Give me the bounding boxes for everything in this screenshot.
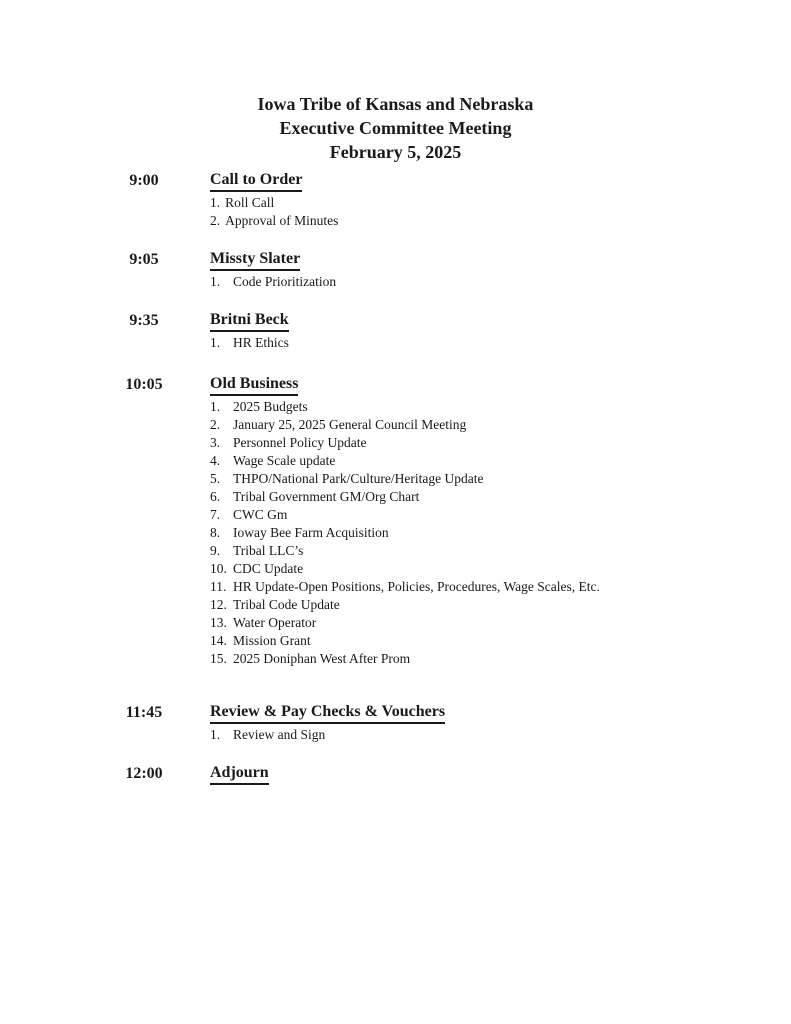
agenda-item: [210, 506, 761, 524]
title-line-meeting: Executive Committee Meeting: [279, 118, 512, 138]
item-number: 5.: [210, 471, 221, 486]
item-number: 10.: [210, 561, 227, 576]
section-time: 9:00: [129, 172, 159, 189]
agenda-section: [0, 374, 791, 668]
item-label: Roll Call: [225, 195, 275, 210]
agenda-item: [210, 614, 761, 632]
item-label: Tribal Code Update: [233, 597, 340, 612]
item-number: 9.: [210, 543, 221, 558]
item-label: HR Ethics: [233, 335, 289, 350]
item-label: 2025 Doniphan West After Prom: [233, 651, 411, 666]
agenda-section: [0, 763, 791, 787]
item-label: Wage Scale update: [233, 453, 336, 468]
item-label: Mission Grant: [233, 633, 311, 648]
item-number: 6.: [210, 489, 221, 504]
item-number: 7.: [210, 507, 221, 522]
item-label: CWC Gm: [233, 507, 288, 522]
item-number: 2.: [210, 213, 221, 228]
section-heading: Adjourn: [210, 763, 269, 785]
item-number: 1.: [210, 195, 221, 210]
item-number: 15.: [210, 651, 227, 666]
item-label: Ioway Bee Farm Acquisition: [233, 525, 389, 540]
agenda-section: [0, 170, 791, 230]
section-time: 11:45: [125, 704, 163, 721]
item-label: Tribal LLC’s: [233, 543, 304, 558]
agenda-item: [210, 632, 761, 650]
item-number: 13.: [210, 615, 227, 630]
item-label: Review and Sign: [233, 727, 326, 742]
section-body: [210, 249, 761, 291]
agenda-item: [210, 273, 761, 291]
item-label: HR Update-Open Positions, Policies, Procedures, Wage Scales, Etc.: [233, 579, 600, 594]
agenda-item: [210, 398, 761, 416]
item-number: 1.: [210, 274, 221, 289]
item-number: 1.: [210, 399, 221, 414]
agenda-item: [210, 452, 761, 470]
agenda-section: [0, 249, 791, 291]
section-body: [210, 702, 761, 744]
agenda-item: [210, 726, 761, 744]
agenda-section: [0, 702, 791, 744]
item-label: 2025 Budgets: [233, 399, 308, 414]
section-heading: Call to Order: [210, 170, 302, 192]
section-heading: Review & Pay Checks & Vouchers: [210, 702, 445, 724]
section-items: [210, 726, 761, 744]
item-number: 2.: [210, 417, 221, 432]
document-title: [0, 92, 791, 164]
section-body: [210, 374, 761, 668]
item-label: Code Prioritization: [233, 274, 337, 289]
agenda-item: [210, 334, 761, 352]
agenda-item: [210, 650, 761, 668]
agenda-item: [210, 194, 761, 212]
item-number: 12.: [210, 597, 227, 612]
section-body: [210, 170, 761, 230]
section-time: 10:05: [125, 376, 163, 393]
item-number: 1.: [210, 335, 221, 350]
agenda-item: [210, 578, 761, 596]
title-line-org: Iowa Tribe of Kansas and Nebraska: [257, 94, 534, 114]
agenda-item: [210, 596, 761, 614]
agenda-sections: [0, 170, 791, 787]
item-label: Personnel Policy Update: [233, 435, 367, 450]
item-label: Tribal Government GM/Org Chart: [233, 489, 420, 504]
agenda-item: [210, 212, 761, 230]
item-label: THPO/National Park/Culture/Heritage Update: [233, 471, 484, 486]
section-items: [210, 334, 761, 352]
agenda-item: [210, 416, 761, 434]
section-heading: Britni Beck: [210, 310, 289, 332]
item-number: 11.: [210, 579, 227, 594]
title-line-date: February 5, 2025: [329, 142, 462, 162]
item-number: 4.: [210, 453, 221, 468]
agenda-item: [210, 560, 761, 578]
agenda-item: [210, 470, 761, 488]
section-body: [210, 310, 761, 352]
item-label: Approval of Minutes: [225, 213, 339, 228]
agenda-item: [210, 434, 761, 452]
section-body: [210, 763, 761, 787]
section-time: 9:05: [129, 251, 159, 268]
item-number: 14.: [210, 633, 227, 648]
section-heading: Old Business: [210, 374, 298, 396]
item-label: CDC Update: [233, 561, 304, 576]
section-heading: Missty Slater: [210, 249, 300, 271]
agenda-item: [210, 524, 761, 542]
section-time: 12:00: [125, 765, 163, 782]
item-number: 8.: [210, 525, 221, 540]
section-time: 9:35: [129, 312, 159, 329]
item-label: Water Operator: [233, 615, 317, 630]
agenda-item: [210, 488, 761, 506]
section-items: [210, 398, 761, 668]
section-items: [210, 194, 761, 230]
item-number: 1.: [210, 727, 221, 742]
agenda-item: [210, 542, 761, 560]
item-number: 3.: [210, 435, 221, 450]
section-items: [210, 273, 761, 291]
agenda-section: [0, 310, 791, 352]
item-label: January 25, 2025 General Council Meeting: [233, 417, 467, 432]
